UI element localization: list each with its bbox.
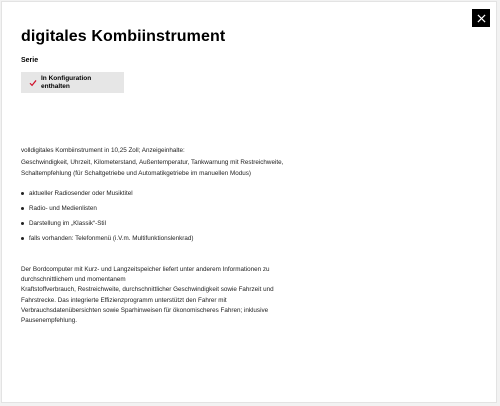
list-item-label: Darstellung im „Klassik“-Stil [29, 220, 106, 227]
bordcomputer-line: Pausenempfehlung. [21, 317, 78, 325]
description-line: volldigitales Kombiinstrument in 10,25 Zoll; Anzeigeinhalte: [21, 147, 185, 154]
check-icon [29, 79, 37, 87]
list-item [21, 186, 194, 201]
list-item-label: Radio- und Medienlisten [29, 205, 97, 212]
bordcomputer-line: Fahrstrecke. Das integrierte Effizienzprogramm unterstützt den Fahrer mit [21, 296, 227, 304]
feature-list [21, 186, 194, 246]
subtitle: Serie [21, 57, 39, 64]
description-text [21, 145, 351, 180]
badge-label [41, 75, 91, 91]
close-icon [477, 14, 486, 23]
bullet-icon [21, 192, 24, 195]
bordcomputer-text [21, 265, 321, 326]
configuration-status-badge [21, 72, 124, 93]
badge-label-line1: In Konfiguration [41, 74, 92, 82]
list-item [21, 216, 194, 231]
badge-label-line2: enthalten [41, 82, 70, 90]
page-title: digitales Kombiinstrument [21, 28, 226, 45]
description-line: Schaltempfehlung (für Schaltgetriebe und Automatikgetriebe im manuellen Modus) [21, 170, 251, 177]
bordcomputer-line: Der Bordcomputer mit Kurz- und Langzeitspeicher liefert unter anderem Informationen zu [21, 266, 270, 273]
description-line: Geschwindigkeit, Uhrzeit, Kilometerstand, Außentemperatur, Tankwarnung mit Restreichweite, [21, 158, 284, 166]
list-item [21, 201, 194, 216]
bordcomputer-line: durchschnittlichem und momentanem [21, 276, 126, 284]
bordcomputer-line: Kraftstoffverbrauch, Restreichweite, durchschnittlicher Geschwindigkeit sowie Fahrzeit und [21, 286, 274, 294]
close-button[interactable] [472, 9, 490, 27]
list-item-label: falls vorhanden: Telefonmenü (i.V.m. Multifunktionslenkrad) [29, 235, 194, 242]
info-modal [1, 1, 497, 403]
list-item-label: aktueller Radiosender oder Musiktitel [29, 190, 133, 197]
bullet-icon [21, 207, 24, 210]
bullet-icon [21, 237, 24, 240]
bordcomputer-line: Verbrauchsdatenübersichten sowie Sparhinweisen für ökonomischeres Fahren; inklusive [21, 306, 269, 314]
list-item [21, 231, 194, 246]
bullet-icon [21, 222, 24, 225]
